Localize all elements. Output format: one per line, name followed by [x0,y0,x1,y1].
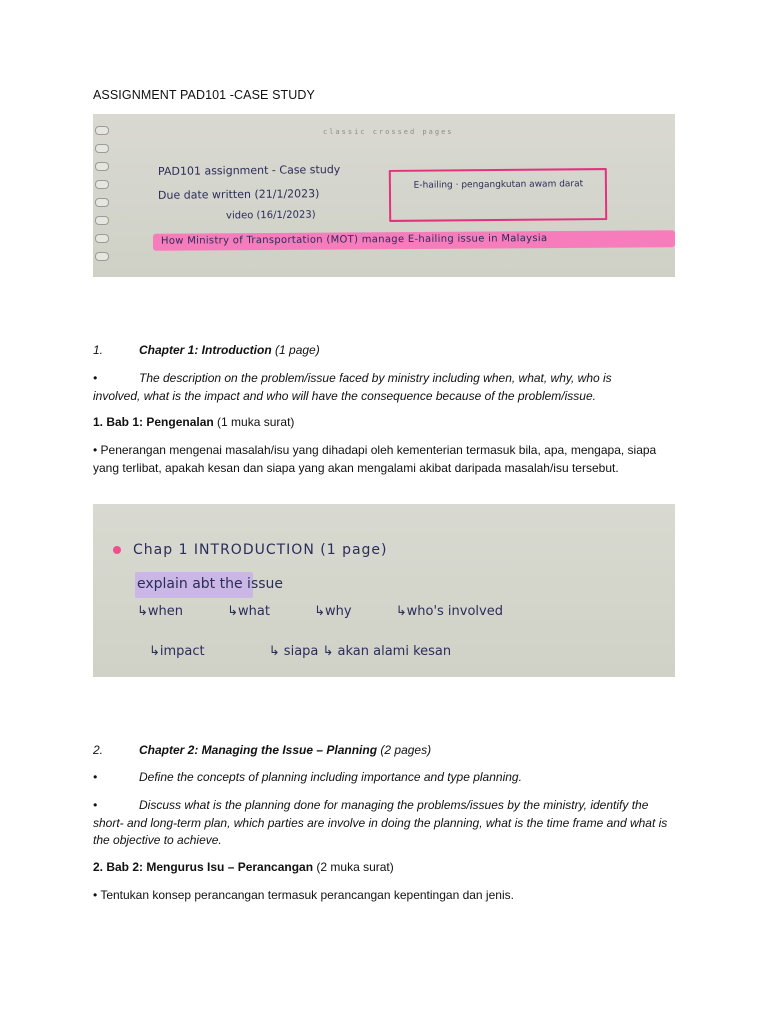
bullet-dot [113,546,121,554]
bab1-heading: 1. Bab 1: Pengenalan (1 muka surat) [93,415,295,429]
chapter1-title: Chapter 1: Introduction [139,343,272,357]
handwritten-line: video (16/1/2023) [225,209,316,222]
chapter2-bullet1: • Define the concepts of planning including importance and type planning. [93,770,522,784]
boxed-note-text: E-hailing · pengangkutan awam darat [413,179,584,191]
handwritten-line: ↳impact ↳ siapa ↳ akan alami kesan [149,644,452,659]
highlighted-topic-text: How Ministry of Transportation (MOT) manage E-hailing issue in Malaysia [160,233,548,247]
bab2-description: • Tentukan konsep perancangan termasuk perancangan kepentingan dan jenis. [93,888,514,902]
spiral-binding [93,114,109,277]
document-title: ASSIGNMENT PAD101 -CASE STUDY [93,88,315,102]
notebook-photo-introduction [93,504,675,677]
highlighted-topic [153,230,675,251]
handwritten-line: Due date written (21/1/2023) [157,187,320,202]
boxed-note [389,168,607,222]
chapter2-heading: 2. Chapter 2: Managing the Issue – Planning (2 pages) [93,743,432,757]
handwritten-line: explain abt the issue [137,576,284,592]
bab1-description: • Penerangan mengenai masalah/isu yang dihadapi oleh kementerian termasuk bila, apa, mengapa, siapa yang terlibat, apakah kesan dan siapa yang akan mengalami akibat daripada masalah/isu tersebut. [93,443,657,475]
notebook-header: classic crossed pages [323,128,454,136]
handwritten-line: ↳when ↳what ↳why ↳who's involved [137,604,503,619]
handwritten-line: PAD101 assignment - Case study [157,163,341,178]
chapter1-pages: (1 page) [275,343,320,357]
bab2-heading: 2. Bab 2: Mengurus Isu – Perancangan (2 muka surat) [93,860,394,874]
chapter2-bullet2: • Discuss what is the planning done for managing the problems/issues by the ministry, identify the short- and long-term plan, which parties are involve in doing the planning, what is the time frame and what is the objective to achieve. [93,798,668,847]
handwritten-heading: Chap 1 INTRODUCTION (1 page) [133,542,388,558]
notebook-photo-assignment [93,114,675,277]
chapter2-title: Chapter 2: Managing the Issue – Planning [139,743,378,757]
chapter2-pages: (2 pages) [380,743,432,757]
chapter1-heading: 1. Chapter 1: Introduction (1 page) [93,343,320,357]
chapter1-description: • The description on the problem/issue faced by ministry including when, what, why, who is involved, what is the impact and who will have the consequence because of the problem/issue. [93,371,612,403]
